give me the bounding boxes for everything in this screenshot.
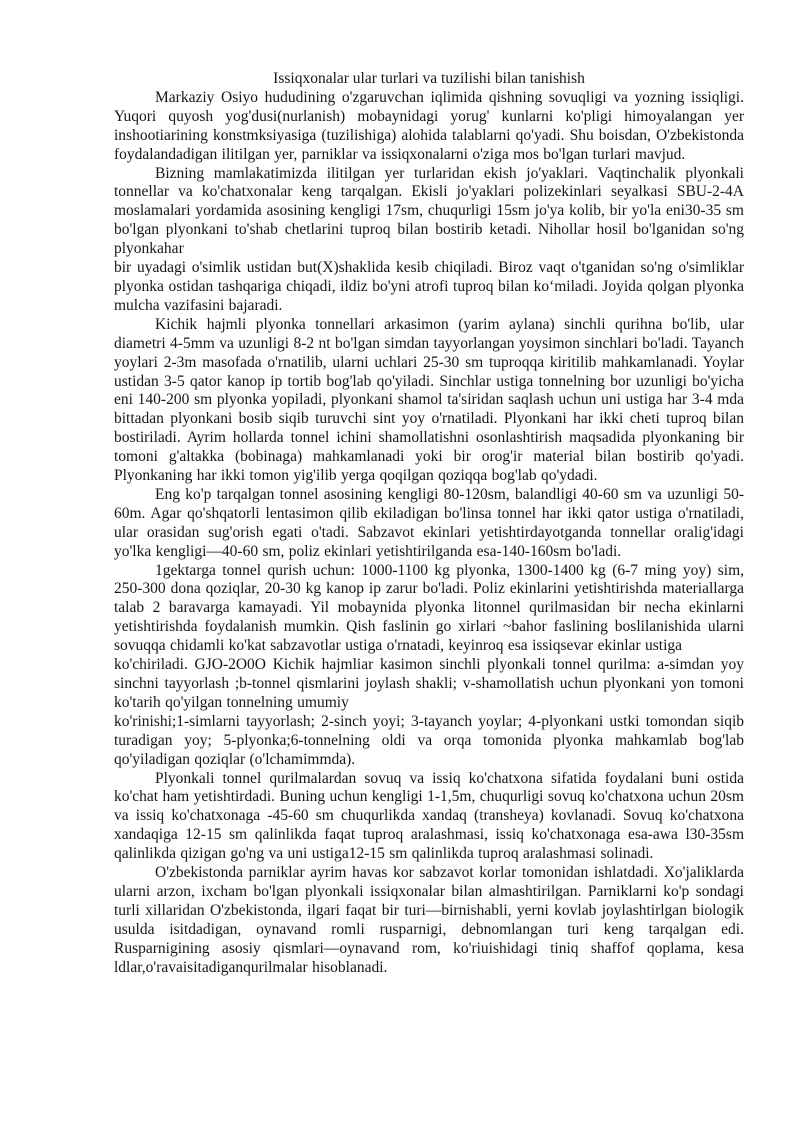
paragraph-tonnel-olchamlar: Eng ko'p tarqalgan tonnel asosining kengligi 80-120sm, balandligi 40-60 sm va uzunligi 50-60m. Agar qo'shqatorli lentasimon qilib ekiladigan bo'linsa tonnel har ikki qator ustiga o'rnatiladi, ular orasidan sug'orish egati o'tadi. Sabzavot ekinlari yetishtirdayotganda tonnellar oralig'idagi yo'lka kengligi—40-60 sm, poliz ekinlari yetishtirilganda esa-140-160sm bo'ladi.: [114, 485, 744, 560]
paragraph-korinishi-royxat: ko'rinishi;1-simlarni tayyorlash; 2-sinch yoyi; 3-tayanch yoylar; 4-plyonkani ustki tomondan siqib turadigan yoy; 5-plyonka;6-tonnelning oldi va orqa tomonida plyonka mahkamlab bog'lab qo'yiladigan qoziqlar (o'lchamimmda).: [114, 712, 744, 768]
paragraph-kochatxona: Plyonkali tonnel qurilmalardan sovuq va issiq ko'chatxona sifatida foydalani buni ostida ko'chat ham yetishtirdadi. Buning uchun kengligi 1-1,5m, chuqurligi sovuq ko'chatxona uchun 20sm va issiq ko'chatxonaga -45-60 sm chuqurlikda xandaq (transheya) kovlanadi. Sovuq ko'chatxona xandaqiga 12-15 sm qalinlikda faqat tuproq aralashmasi, issiq ko'chatxonaga esa-awa l30-35sm qalinlikda qizigan go'ng va uni ustiga12-15 sm qalinlikda tuproq aralashmasi solinadi.: [114, 769, 744, 863]
paragraph-parniklar: O'zbekistonda parniklar ayrim havas kor sabzavot korlar tomonidan ishlatdadi. Xo'jaliklarda ularni arzon, ixcham bo'lgan plyonkali issiqxonalar bilan almashtirilgan. Parniklarni ko'p sondagi turli xillaridan O'zbekistonda, ilgari faqat bir turi—birnishabli, yerni kovlab joylashtirlgan biologik usulda isitdadigan, oynavand romli rusparnigi, debnomlangan turi keng tarqalgan edi. Rusparnigining asosiy qismlari—oynavand rom, ko'riuishidagi tiniq shaffof qoplama, kesa ldlar,o'ravaisitadiganqurilmalar hisoblanadi.: [114, 864, 744, 976]
page-title: Issiqxonalar ular turlari va tuzilishi bilan tanishish: [273, 70, 585, 87]
paragraph-intro: Markaziy Osiyo hududining o'zgaruvchan iqlimida qishning sovuqligi va yozning issiqligi. Yuqori quyosh yog'dusi(nurlanish) mobaynidagi yorug' kunlarni ko'pligi himoyalangan yer inshootiarining konstmksiyasiga (tuzilishiga) alohida talablarni qo'yadi. Shu boisdan, O'zbekistonda foydalandadigan ilitilgan yer, parniklar va issiqxonalarni o'ziga mos bo'lgan turlari mavjud.: [114, 88, 744, 163]
paragraph-gjo-qurilma: ko'chiriladi. GJO-2O0O Kichik hajmliar kasimon sinchli plyonkali tonnel qurilma: a-simdan yoy sinchni tayyorlash ;b-tonnel qismlarini joylash shakli; v-shamollatish uchun plyonkani yon tomoni ko'tarih qo'yilgan tonnelning umumiy: [114, 656, 744, 711]
paragraph-ekish-joyaklari: Bizning mamlakatimizda ilitilgan yer turlaridan ekish jo'yaklari. Vaqtinchalik plyonkali tonnellar va ko'chatxonalar keng tarqalgan. Ekisli jo'yaklari polizekinlari seyalkasi SBU-2-4A moslamalari yordamida asosining kengligi 17sm, chuqurligi 15sm jo'ya kolib, bir yo'la eni30-35 sm bo'lgan plyonkani to'shab chetlarini tuproq bilan bostirib ketadi. Nihollar hosil bo'lganidan so'ng plyonkahar: [114, 164, 744, 258]
paragraph-kichik-tonnellar: Kichik hajmli plyonka tonnellari arkasimon (yarim aylana) sinchli qurihna bo'lib, ular diametri 4-5mm va uzunligi 8-2 nt bo'lgan simdan tayyorlangan yoysimon sinchlari bo'ladi. Tayanch yoylari 2-3m masofada o'rnatilib, ularni uchlari 25-30 sm tuproqqa kiritilib mahkamlanadi. Yoylar ustidan 3-5 qator kanop ip tortib bog'lab qo'yiladi. Sinchlar ustiga tonnelning bor uzunligi bo'yicha eni 140-200 sm plyonka yopiladi, plyonkani shamol ta'siridan saqlash uchun uni ustiga har 3-4 mda bittadan plyonkani bosib siqib turuvchi sint yoy o'rnatiladi. Plyonkani har ikki cheti tuproq bilan bostiriladi. Ayrim hollarda tonnel ichini shamollatishni osonlashtirish maqsadida plyonkaning bir tomoni g'altakka (bobinaga) mahkamlanadi yoki bir orog'ir material bilan bostirib qo'yadi. Plyonkaning har ikki tomon yig'ilib yerga qoqilgan qoziqqa bog'lab qo'ydadi.: [114, 315, 744, 485]
paragraph-mulcha: bir uyadagi o'simlik ustidan but(X)shaklida kesib chiqiladi. Biroz vaqt o'tganidan so'ng o'simliklar plyonka ostidan tashqariga chiqadi, ildiz bo'yni atrofi tuproq bilan ko‘miladi. Joyida qolgan plyonka mulcha vazifasini bajaradi.: [114, 259, 744, 314]
paragraph-1gektar-material: 1gektarga tonnel qurish uchun: 1000-1100 kg plyonka, 1300-1400 kg (6-7 ming yoy) sim, 250-300 dona qoziqlar, 20-30 kg kanop ip zarur bo'ladi. Poliz ekinlarini yetishtirishda materiallarga talab 2 baravarga kamayadi. Yil mobaynida plyonka litonnel qurilmasidan bir necha ekinlarni yetishtirishda foydalanish mumkin. Qish faslinin go xirlari ~bahor faslining boslilanishida ularni sovuqqa chidamli ko'kat sabzavotlar ustiga o'rnatadi, keyinroq esa issiqsevar ekinlar ustiga: [114, 561, 744, 655]
